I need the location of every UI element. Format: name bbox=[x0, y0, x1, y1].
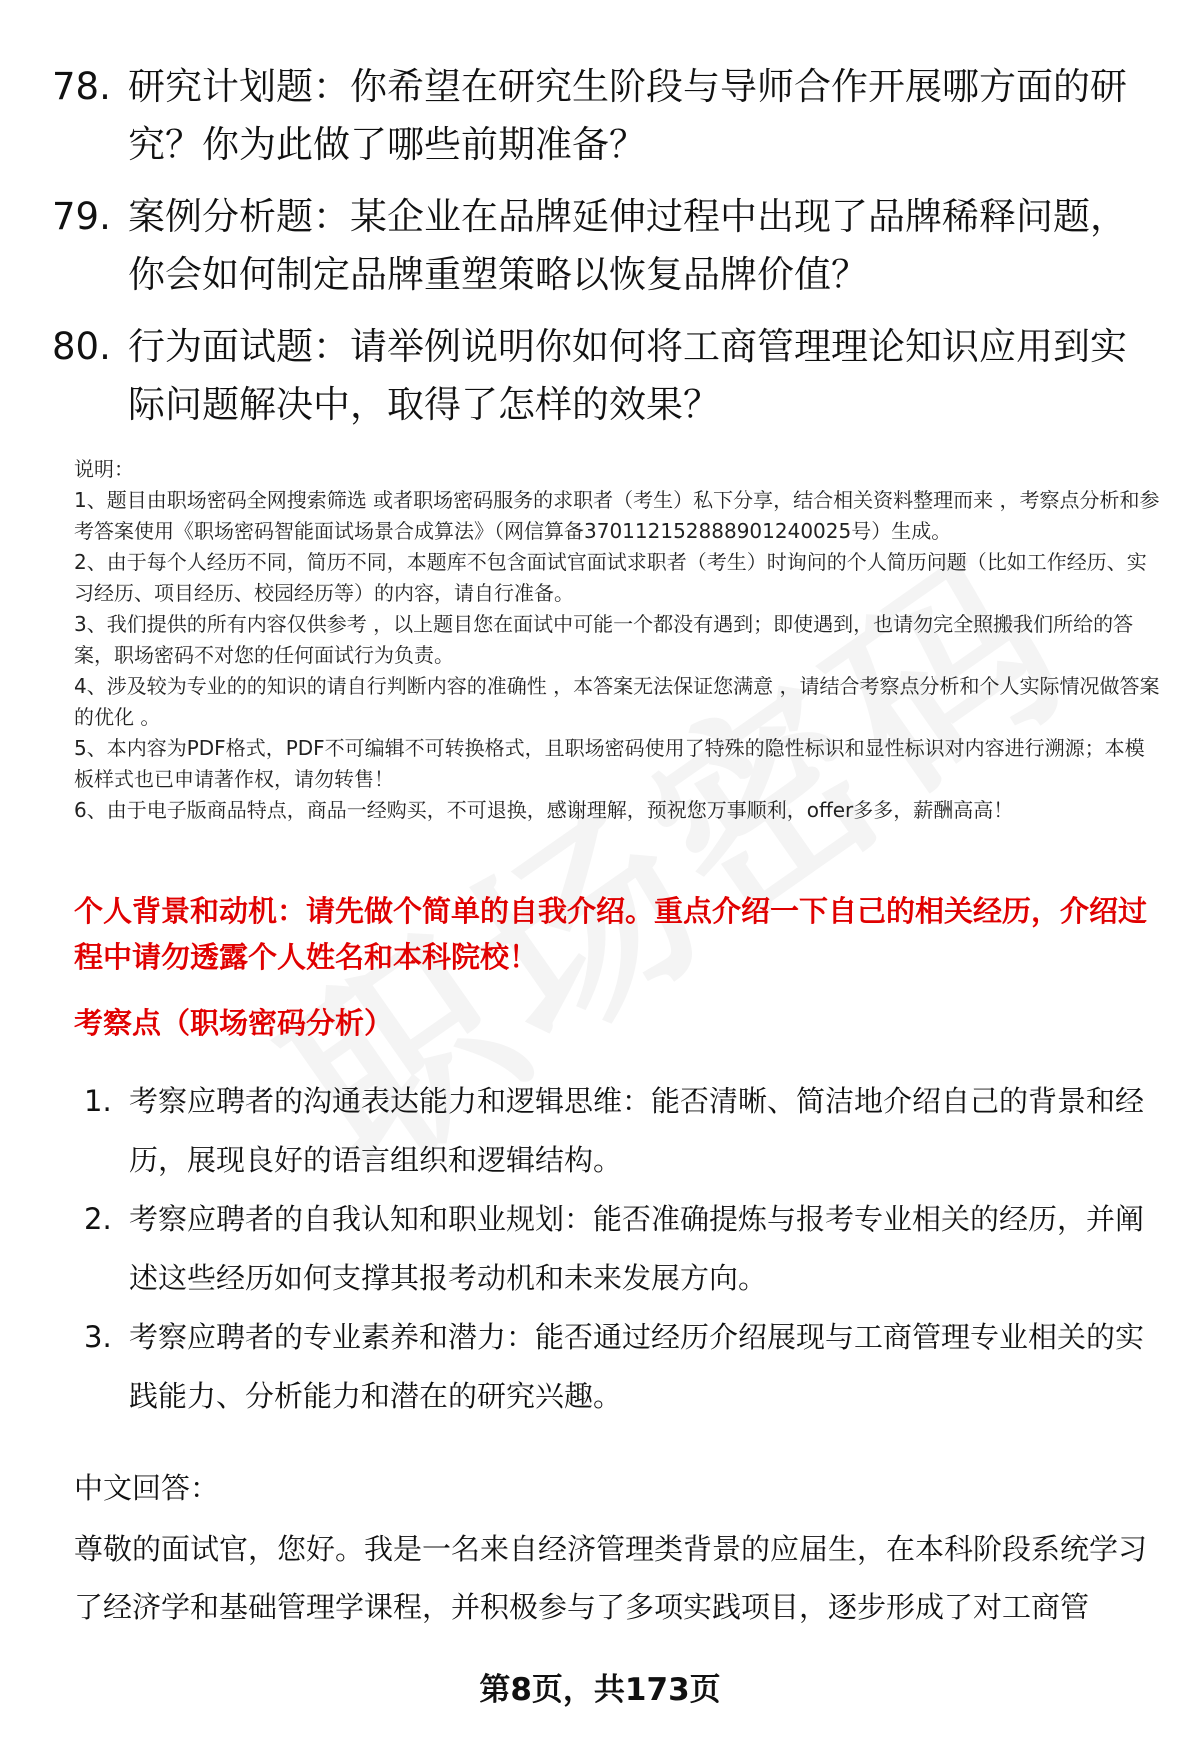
point-text: 考察应聘者的自我认知和职业规划：能否准确提炼与报考专业相关的经历，并阐述这些经历如何支撑其报考动机和未来发展方向。 bbox=[129, 1202, 1145, 1295]
point-number: 3. bbox=[84, 1320, 112, 1354]
point-text: 考察应聘者的专业素养和潜力：能否通过经历介绍展现与工商管理专业相关的实践能力、分析能力和潜在的研究兴趣。 bbox=[129, 1320, 1145, 1413]
point-number: 2. bbox=[84, 1202, 112, 1236]
question-list bbox=[52, 58, 1152, 448]
note-item: 2、由于每个人经历不同，简历不同，本题库不包含面试官面试求职者（考生）时询问的个人简历问题（比如工作经历、实习经历、项目经历、校园经历等）的内容，请自行准备。 bbox=[74, 550, 1147, 605]
answer-text: 尊敬的面试官，您好。我是一名来自经济管理类背景的应届生，在本科阶段系统学习了经济学和基础管理学课程，并积极参与了多项实践项目，逐步形成了对工商管 bbox=[74, 1532, 1148, 1624]
note-item: 6、由于电子版商品特点，商品一经购买，不可退换，感谢理解，预祝您万事顺利，offer多多，薪酬高高！ bbox=[74, 798, 1014, 822]
assessment-point bbox=[84, 1308, 1150, 1426]
assessment-points bbox=[84, 1072, 1150, 1426]
question-text: 案例分析题：某企业在品牌延伸过程中出现了品牌稀释问题，你会如何制定品牌重塑策略以恢复品牌价值？ bbox=[128, 195, 1127, 296]
question-text: 研究计划题：你希望在研究生阶段与导师合作开展哪方面的研究？你为此做了哪些前期准备？ bbox=[128, 65, 1127, 166]
question-number: 79. bbox=[52, 195, 111, 238]
section-heading: 个人背景和动机：请先做个简单的自我介绍。重点介绍一下自己的相关经历，介绍过程中请勿透露个人姓名和本科院校！ bbox=[74, 894, 1148, 974]
question-text: 行为面试题：请举例说明你如何将工商管理理论知识应用到实际问题解决中，取得了怎样的效果？ bbox=[128, 325, 1127, 426]
question-number: 78. bbox=[52, 65, 111, 108]
answer-label: 中文回答： bbox=[74, 1471, 220, 1505]
question-item bbox=[52, 58, 1152, 174]
page-footer: 第8页，共173页 bbox=[479, 1672, 721, 1708]
question-number: 80. bbox=[52, 325, 111, 368]
notes-block bbox=[74, 454, 1160, 826]
assessment-point bbox=[84, 1072, 1150, 1190]
section-subheading: 考察点（职场密码分析） bbox=[74, 1006, 394, 1040]
note-item: 4、涉及较为专业的的知识的请自行判断内容的准确性 ，本答案无法保证您满意 ，请结合考察点分析和个人实际情况做答案的优化 。 bbox=[74, 674, 1160, 729]
assessment-point bbox=[84, 1190, 1150, 1308]
question-item bbox=[52, 318, 1152, 434]
note-item: 3、我们提供的所有内容仅供参考 ，以上题目您在面试中可能一个都没有遇到；即使遇到，也请勿完全照搬我们所给的答案，职场密码不对您的任何面试行为负责。 bbox=[74, 612, 1134, 667]
point-number: 1. bbox=[84, 1084, 112, 1118]
note-item: 5、本内容为PDF格式，PDF不可编辑不可转换格式，且职场密码使用了特殊的隐性标识和显性标识对内容进行溯源；本模板样式也已申请著作权，请勿转售！ bbox=[74, 736, 1145, 791]
point-text: 考察应聘者的沟通表达能力和逻辑思维：能否清晰、简洁地介绍自己的背景和经历，展现良好的语言组织和逻辑结构。 bbox=[129, 1084, 1145, 1177]
question-item bbox=[52, 188, 1152, 304]
notes-title: 说明： bbox=[74, 457, 134, 481]
note-item: 1、题目由职场密码全网搜索筛选 或者职场密码服务的求职者（考生）私下分享，结合相关资料整理而来 ，考察点分析和参考答案使用《职场密码智能面试场景合成算法》（网信算备370112152888901240025号）生成。 bbox=[74, 488, 1160, 543]
